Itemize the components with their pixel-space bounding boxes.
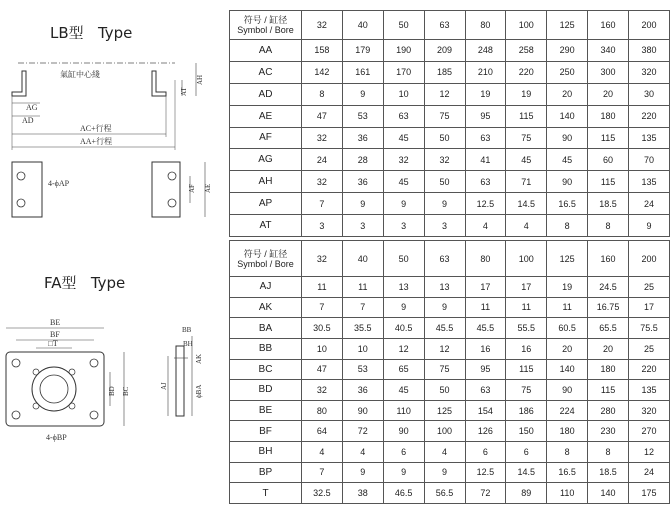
- fa-table-row: [230, 318, 670, 339]
- fa-table-cell: 154: [465, 400, 506, 421]
- lb-table-cell: 24: [629, 193, 670, 215]
- fa-table-cell: 140: [547, 359, 588, 380]
- fa-table-cell: 60.5: [547, 318, 588, 339]
- lb-table-cell: 90: [547, 171, 588, 193]
- lb-header-bottom: Symbol / Bore: [237, 25, 294, 35]
- fa-table-cell: 12: [629, 442, 670, 463]
- lb-row-symbol: AG: [230, 149, 302, 171]
- fa-table-cell: 75: [424, 359, 465, 380]
- fa-table-cell: 150: [506, 421, 547, 442]
- fa-table-cell: 280: [588, 400, 629, 421]
- lb-table-cell: 8: [547, 215, 588, 237]
- fa-table-cell: 135: [629, 380, 670, 401]
- lb-table-cell: 19: [506, 83, 547, 105]
- fa-table-cell: 17: [629, 297, 670, 318]
- lb-table-cell: 209: [424, 40, 465, 62]
- lb-table-row: [230, 193, 670, 215]
- lb-table-cell: 170: [383, 61, 424, 83]
- fa-table-cell: 30.5: [302, 318, 343, 339]
- fa-table-cell: 8: [588, 442, 629, 463]
- fa-table-cell: 24: [629, 462, 670, 483]
- lb-table-cell: 95: [465, 105, 506, 127]
- fa-table-cell: 75: [506, 380, 547, 401]
- fa-table-cell: 13: [424, 277, 465, 298]
- lb-table-row: [230, 149, 670, 171]
- fa-table-cell: 20: [588, 338, 629, 359]
- fa-row-symbol: BH: [230, 442, 302, 463]
- lb-table-cell: 20: [547, 83, 588, 105]
- fa-table-cell: 17: [506, 277, 547, 298]
- lb-table-cell: 45: [383, 171, 424, 193]
- ap-label: 4-ϕAP: [48, 179, 70, 188]
- lb-side-drawing: [0, 0, 226, 250]
- lb-table-cell: 30: [629, 83, 670, 105]
- lb-dimension-table: [229, 10, 670, 237]
- lb-table-cell: 220: [506, 61, 547, 83]
- fa-table-cell: 10: [342, 338, 383, 359]
- lb-table-row: [230, 171, 670, 193]
- fa-table-cell: 55.5: [506, 318, 547, 339]
- fa-table-cell: 110: [383, 400, 424, 421]
- fa-table-cell: 46.5: [383, 483, 424, 504]
- fa-table-row: [230, 380, 670, 401]
- fa-row-symbol: BA: [230, 318, 302, 339]
- fa-table-cell: 11: [342, 277, 383, 298]
- lb-table-cell: 53: [342, 105, 383, 127]
- fa-table-cell: 12.5: [465, 462, 506, 483]
- fa-drawing: [0, 306, 226, 506]
- fa-row-symbol: BD: [230, 380, 302, 401]
- lb-table-row: [230, 105, 670, 127]
- lb-table-cell: 248: [465, 40, 506, 62]
- fa-table-row: [230, 338, 670, 359]
- lb-table-cell: 185: [424, 61, 465, 83]
- fa-table-row: [230, 277, 670, 298]
- center-line-label: 氣缸中心綫: [60, 70, 100, 79]
- fa-table-cell: 220: [629, 359, 670, 380]
- fa-table-cell: 4: [342, 442, 383, 463]
- fa-table-cell: 95: [465, 359, 506, 380]
- drawings-panel: [0, 0, 226, 506]
- fa-table-cell: 63: [465, 380, 506, 401]
- lb-table-cell: 71: [506, 171, 547, 193]
- fa-header-top: 符号 / 缸径: [243, 248, 288, 259]
- fa-table-cell: 38: [342, 483, 383, 504]
- lb-table-cell: 12: [424, 83, 465, 105]
- fa-header-symbol-bore: [230, 241, 302, 277]
- lb-table-cell: 18.5: [588, 193, 629, 215]
- lb-table-cell: 3: [302, 215, 343, 237]
- fa-table-row: [230, 442, 670, 463]
- fa-table-header-row: [230, 241, 670, 277]
- fa-table-cell: 100: [424, 421, 465, 442]
- lb-table-cell: 36: [342, 171, 383, 193]
- fa-table-cell: 90: [383, 421, 424, 442]
- lb-table-cell: 12.5: [465, 193, 506, 215]
- ad-label: AD: [22, 116, 34, 125]
- lb-table-cell: 3: [383, 215, 424, 237]
- lb-table-cell: 63: [465, 171, 506, 193]
- bc-label: BC: [122, 386, 130, 396]
- fa-row-symbol: AK: [230, 297, 302, 318]
- lb-row-symbol: AH: [230, 171, 302, 193]
- fa-table-row: [230, 297, 670, 318]
- lb-table-cell: 258: [506, 40, 547, 62]
- fa-table-cell: 224: [547, 400, 588, 421]
- fa-table-cell: 14.5: [506, 462, 547, 483]
- lb-table-cell: 140: [547, 105, 588, 127]
- fa-table-cell: 72: [342, 421, 383, 442]
- fa-table-cell: 32.5: [302, 483, 343, 504]
- lb-table-cell: 20: [588, 83, 629, 105]
- fa-table-cell: 175: [629, 483, 670, 504]
- fa-bore-header: 125: [547, 241, 588, 277]
- fa-table-cell: 126: [465, 421, 506, 442]
- fa-table-cell: 35.5: [342, 318, 383, 339]
- fa-table-cell: 65: [383, 359, 424, 380]
- fa-table-cell: 8: [547, 442, 588, 463]
- lb-table-cell: 8: [588, 215, 629, 237]
- lb-table-cell: 115: [506, 105, 547, 127]
- fa-bore-header: 160: [588, 241, 629, 277]
- lb-bore-header: 80: [465, 11, 506, 40]
- fa-table-cell: 11: [506, 297, 547, 318]
- lb-table-cell: 16.5: [547, 193, 588, 215]
- fa-table-cell: 36: [342, 380, 383, 401]
- lb-table-cell: 3: [424, 215, 465, 237]
- lb-table-row: [230, 83, 670, 105]
- lb-header-symbol-bore: [230, 11, 302, 40]
- lb-table-cell: 24: [302, 149, 343, 171]
- bb-label: BB: [182, 326, 192, 334]
- fa-table-cell: 72: [465, 483, 506, 504]
- lb-bore-header: 125: [547, 11, 588, 40]
- fa-table-cell: 11: [465, 297, 506, 318]
- lb-table-cell: 9: [342, 83, 383, 105]
- fa-table-cell: 4: [302, 442, 343, 463]
- lb-table-header-row: [230, 11, 670, 40]
- fa-table-cell: 11: [302, 277, 343, 298]
- fa-table-cell: 10: [302, 338, 343, 359]
- lb-table-cell: 75: [424, 105, 465, 127]
- fa-table-cell: 9: [424, 462, 465, 483]
- fa-table-cell: 7: [342, 297, 383, 318]
- fa-table-cell: 12: [424, 338, 465, 359]
- lb-bore-header: 63: [424, 11, 465, 40]
- lb-table-cell: 90: [547, 127, 588, 149]
- fa-table-cell: 19: [547, 277, 588, 298]
- bh-label: BH: [183, 340, 193, 348]
- lb-table-cell: 3: [342, 215, 383, 237]
- fa-table-cell: 45: [383, 380, 424, 401]
- lb-table-cell: 220: [629, 105, 670, 127]
- fa-table-cell: 80: [302, 400, 343, 421]
- lb-table-cell: 135: [629, 127, 670, 149]
- lb-table-cell: 7: [302, 193, 343, 215]
- fa-table-cell: 115: [506, 359, 547, 380]
- lb-bore-header: 32: [302, 11, 343, 40]
- fa-table-cell: 110: [547, 483, 588, 504]
- fa-table-row: [230, 359, 670, 380]
- lb-table-cell: 32: [302, 127, 343, 149]
- fa-table-cell: 9: [424, 297, 465, 318]
- fa-table-cell: 7: [302, 462, 343, 483]
- lb-table-cell: 63: [465, 127, 506, 149]
- fa-bore-header: 100: [506, 241, 547, 277]
- fa-table-cell: 53: [342, 359, 383, 380]
- lb-row-symbol: AF: [230, 127, 302, 149]
- lb-table-cell: 250: [547, 61, 588, 83]
- lb-header-top: 符号 / 缸径: [243, 15, 288, 25]
- fa-table-cell: 64: [302, 421, 343, 442]
- fa-type-title: FA型 Type: [44, 274, 126, 292]
- lb-table-cell: 180: [588, 105, 629, 127]
- lb-row-symbol: AE: [230, 105, 302, 127]
- fa-table-cell: 90: [547, 380, 588, 401]
- lb-table-cell: 8: [302, 83, 343, 105]
- lb-bore-header: 200: [629, 11, 670, 40]
- fa-table-cell: 25: [629, 277, 670, 298]
- ac-label: AC+行程: [80, 124, 112, 133]
- fa-table-cell: 40.5: [383, 318, 424, 339]
- bd-label: BD: [108, 386, 116, 396]
- fa-table-cell: 4: [424, 442, 465, 463]
- bf-label: BF: [50, 330, 60, 339]
- fa-row-symbol: BC: [230, 359, 302, 380]
- lb-table-cell: 70: [629, 149, 670, 171]
- lb-table-cell: 161: [342, 61, 383, 83]
- lb-table-cell: 28: [342, 149, 383, 171]
- fa-bore-header: 80: [465, 241, 506, 277]
- fa-table-cell: 13: [383, 277, 424, 298]
- lb-table-cell: 320: [629, 61, 670, 83]
- fa-table-row: [230, 483, 670, 504]
- lb-bore-header: 160: [588, 11, 629, 40]
- fa-row-symbol: BP: [230, 462, 302, 483]
- lb-table-cell: 300: [588, 61, 629, 83]
- lb-bore-header: 40: [342, 11, 383, 40]
- ag-label: AG: [26, 103, 38, 112]
- lb-table-cell: 32: [424, 149, 465, 171]
- fa-table-cell: 12: [383, 338, 424, 359]
- lb-type-title: LB型 Type: [50, 24, 133, 42]
- fa-table-cell: 65.5: [588, 318, 629, 339]
- fa-table-cell: 9: [342, 462, 383, 483]
- fa-table-cell: 230: [588, 421, 629, 442]
- fa-dimension-table: [229, 240, 670, 504]
- lb-table-cell: 9: [424, 193, 465, 215]
- lb-table-cell: 290: [547, 40, 588, 62]
- fa-table-cell: 16: [465, 338, 506, 359]
- fa-table-cell: 9: [383, 297, 424, 318]
- lb-table-cell: 135: [629, 171, 670, 193]
- lb-table-cell: 75: [506, 127, 547, 149]
- fa-row-symbol: BE: [230, 400, 302, 421]
- fa-table-cell: 50: [424, 380, 465, 401]
- fa-table-cell: 75.5: [629, 318, 670, 339]
- fa-table-cell: 56.5: [424, 483, 465, 504]
- bp-label: 4-ϕBP: [46, 433, 67, 442]
- lb-bore-header: 50: [383, 11, 424, 40]
- af-label: AF: [188, 184, 196, 193]
- fa-bore-header: 40: [342, 241, 383, 277]
- be-label: BE: [50, 318, 61, 327]
- fa-table-cell: 6: [506, 442, 547, 463]
- lb-table-cell: 47: [302, 105, 343, 127]
- fa-row-symbol: BF: [230, 421, 302, 442]
- fa-table-cell: 24.5: [588, 277, 629, 298]
- fa-table-cell: 140: [588, 483, 629, 504]
- fa-table-cell: 90: [342, 400, 383, 421]
- lb-table-cell: 32: [302, 171, 343, 193]
- lb-table-row: [230, 215, 670, 237]
- lb-table-cell: 9: [383, 193, 424, 215]
- fa-table-cell: 45.5: [465, 318, 506, 339]
- lb-table-cell: 9: [342, 193, 383, 215]
- fa-bore-header: 50: [383, 241, 424, 277]
- fa-table-cell: 180: [547, 421, 588, 442]
- fa-table-cell: 9: [383, 462, 424, 483]
- lb-row-symbol: AD: [230, 83, 302, 105]
- lb-table-cell: 32: [383, 149, 424, 171]
- lb-table-cell: 210: [465, 61, 506, 83]
- fa-table-cell: 45.5: [424, 318, 465, 339]
- fa-bore-header: 200: [629, 241, 670, 277]
- lb-row-symbol: AC: [230, 61, 302, 83]
- aj-label: AJ: [160, 382, 168, 390]
- lb-table-cell: 142: [302, 61, 343, 83]
- fa-table-cell: 18.5: [588, 462, 629, 483]
- fa-table-row: [230, 421, 670, 442]
- lb-table-cell: 45: [506, 149, 547, 171]
- lb-table-cell: 41: [465, 149, 506, 171]
- fa-table-cell: 32: [302, 380, 343, 401]
- lb-table-cell: 14.5: [506, 193, 547, 215]
- lb-table-cell: 19: [465, 83, 506, 105]
- lb-table-cell: 4: [506, 215, 547, 237]
- fa-table-cell: 186: [506, 400, 547, 421]
- lb-table-row: [230, 40, 670, 62]
- fa-table-cell: 25: [629, 338, 670, 359]
- lb-table-cell: 340: [588, 40, 629, 62]
- lb-table-cell: 158: [302, 40, 343, 62]
- fa-table-cell: 47: [302, 359, 343, 380]
- fa-table-cell: 16.5: [547, 462, 588, 483]
- fa-table-cell: 7: [302, 297, 343, 318]
- lb-table-cell: 45: [383, 127, 424, 149]
- fa-row-symbol: BB: [230, 338, 302, 359]
- fa-table-cell: 17: [465, 277, 506, 298]
- fa-table-row: [230, 462, 670, 483]
- lb-table-cell: 63: [383, 105, 424, 127]
- lb-table-cell: 60: [588, 149, 629, 171]
- fa-table-row: [230, 400, 670, 421]
- fa-table-cell: 6: [383, 442, 424, 463]
- fa-table-cell: 180: [588, 359, 629, 380]
- ae-label: AE: [204, 183, 212, 193]
- lb-table-cell: 179: [342, 40, 383, 62]
- fa-bore-header: 32: [302, 241, 343, 277]
- fa-table-cell: 20: [547, 338, 588, 359]
- aa-label: AA+行程: [80, 137, 113, 146]
- fa-table-cell: 89: [506, 483, 547, 504]
- t-label: □T: [48, 339, 58, 348]
- fa-table-cell: 320: [629, 400, 670, 421]
- ak-label: AK: [195, 353, 203, 364]
- fa-header-bottom: Symbol / Bore: [237, 258, 294, 269]
- fa-table-cell: 11: [547, 297, 588, 318]
- fa-table-cell: 270: [629, 421, 670, 442]
- fa-table-cell: 16.75: [588, 297, 629, 318]
- lb-table-cell: 9: [629, 215, 670, 237]
- lb-table-row: [230, 61, 670, 83]
- lb-table-cell: 380: [629, 40, 670, 62]
- ba-label: ϕBA: [195, 384, 203, 398]
- fa-table-cell: 115: [588, 380, 629, 401]
- fa-table-cell: 125: [424, 400, 465, 421]
- lb-table-cell: 190: [383, 40, 424, 62]
- fa-bore-header: 63: [424, 241, 465, 277]
- lb-bore-header: 100: [506, 11, 547, 40]
- lb-table-cell: 10: [383, 83, 424, 105]
- lb-table-cell: 115: [588, 171, 629, 193]
- lb-row-symbol: AT: [230, 215, 302, 237]
- lb-table-cell: 4: [465, 215, 506, 237]
- lb-table-cell: 50: [424, 171, 465, 193]
- lb-table-cell: 50: [424, 127, 465, 149]
- fa-row-symbol: AJ: [230, 277, 302, 298]
- lb-table-row: [230, 127, 670, 149]
- fa-table-cell: 16: [506, 338, 547, 359]
- lb-table-cell: 36: [342, 127, 383, 149]
- lb-row-symbol: AP: [230, 193, 302, 215]
- ah-label: AH: [196, 74, 204, 85]
- fa-row-symbol: T: [230, 483, 302, 504]
- lb-table-cell: 45: [547, 149, 588, 171]
- at-label: AT: [180, 87, 188, 96]
- lb-row-symbol: AA: [230, 40, 302, 62]
- lb-table-cell: 115: [588, 127, 629, 149]
- fa-table-cell: 6: [465, 442, 506, 463]
